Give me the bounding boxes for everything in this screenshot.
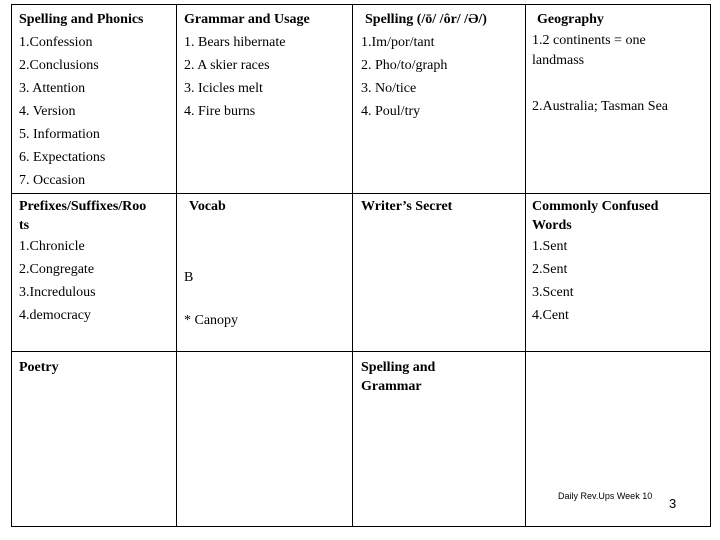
cell-heading: Grammar and Usage <box>184 12 310 27</box>
col-divider-1 <box>176 4 177 527</box>
list-item: 2.Australia; Tasman Sea <box>532 99 669 114</box>
row-divider-1 <box>11 193 711 194</box>
cell-spelling-phonics <box>19 8 144 192</box>
cell-heading-continued: Grammar <box>361 379 422 394</box>
list-item: 1.2 continents = one <box>532 33 646 48</box>
footer-label: Daily Rev.Ups Week 10 <box>558 491 653 501</box>
cell-confused-words <box>532 197 658 327</box>
list-item: 4. Version <box>19 104 76 119</box>
list-item: 2.Conclusions <box>19 58 99 73</box>
cell-poetry <box>19 358 59 377</box>
list-item: 3.Scent <box>532 285 574 300</box>
list-item: 3. No/tice <box>361 81 417 96</box>
list-item: 4. Poul/try <box>361 104 421 119</box>
list-item: 1. Bears hibernate <box>184 35 286 50</box>
cell-spelling-sounds <box>361 8 487 123</box>
list-item: 4.Cent <box>532 308 569 323</box>
list-item: 3.Incredulous <box>19 285 96 300</box>
page-number: 3 <box>669 496 677 511</box>
table-border-right <box>710 4 711 527</box>
list-item: 1.Im/por/tant <box>361 35 435 50</box>
cell-heading: Spelling and Phonics <box>19 12 144 27</box>
cell-heading: Geography <box>537 12 604 27</box>
list-item: 3. Icicles melt <box>184 81 263 96</box>
cell-prefixes-suffixes <box>19 197 146 327</box>
cell-vocab <box>184 197 238 332</box>
vocab-answer: B <box>184 270 194 285</box>
list-item: 2. A skier races <box>184 58 270 73</box>
cell-spelling-grammar <box>361 358 435 396</box>
list-item: 5. Information <box>19 127 100 142</box>
col-divider-3 <box>525 4 526 527</box>
list-item: 1.Confession <box>19 35 93 50</box>
cell-geography <box>532 8 668 117</box>
list-item: 4.democracy <box>19 308 91 323</box>
table-border-top <box>11 4 711 5</box>
vocab-note: * Canopy <box>184 313 239 328</box>
cell-heading-continued: Words <box>532 218 572 233</box>
cell-writers-secret <box>361 197 452 216</box>
cell-heading: Vocab <box>189 199 226 214</box>
list-item: 2.Sent <box>532 262 568 277</box>
cell-heading: Commonly Confused <box>532 199 659 214</box>
cell-heading: Spelling (/ō/ /ôr/ /Ə/) <box>365 12 487 27</box>
list-item: 1.Sent <box>532 239 568 254</box>
list-item: 2.Congregate <box>19 262 95 277</box>
cell-heading: Spelling and <box>361 360 436 375</box>
list-item: 6. Expectations <box>19 150 106 165</box>
list-item: 4. Fire burns <box>184 104 256 119</box>
cell-heading-continued: ts <box>19 218 30 233</box>
list-item: 1.Chronicle <box>19 239 85 254</box>
col-divider-2 <box>352 4 353 527</box>
table-border-bottom <box>11 526 711 527</box>
list-item: 7. Occasion <box>19 173 86 188</box>
list-item: 2. Pho/to/graph <box>361 58 448 73</box>
list-item: 3. Attention <box>19 81 86 96</box>
cell-heading: Prefixes/Suffixes/Roo <box>19 199 147 214</box>
cell-heading: Poetry <box>19 360 59 375</box>
list-item-continued: landmass <box>532 53 585 68</box>
table-border-left <box>11 4 12 527</box>
row-divider-2 <box>11 351 711 352</box>
cell-heading: Writer’s Secret <box>361 199 453 214</box>
cell-grammar-usage <box>184 8 310 123</box>
